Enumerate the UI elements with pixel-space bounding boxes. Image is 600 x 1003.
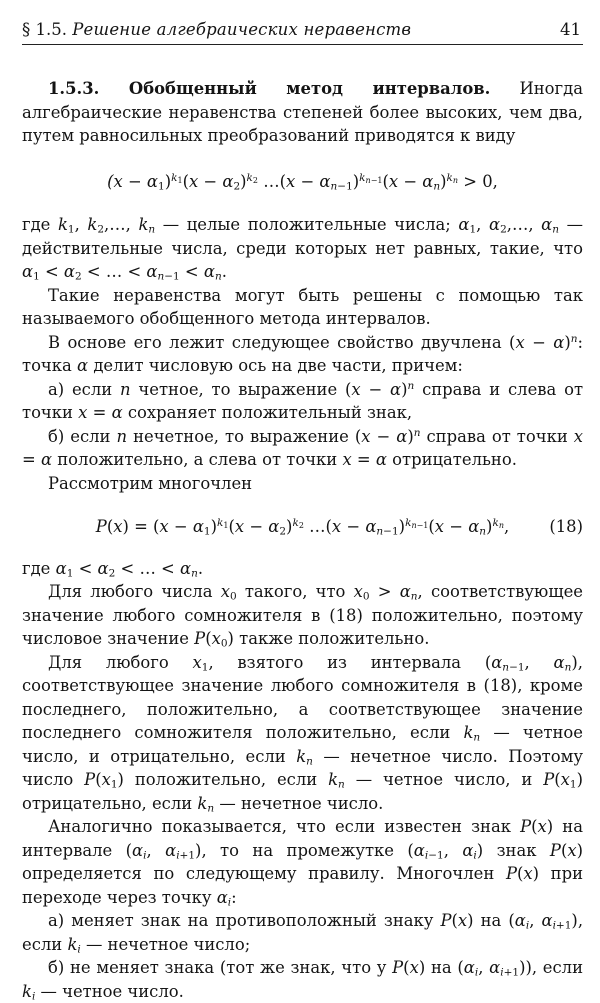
paragraph-x0: Для любого числа $x_0$ такого, что $x_0 > \alpha_n$, соответствующее значение любого сомножителя в (18) положительно, поэтому числовое значение $P(x_0)$ также положительно.: [22, 582, 583, 650]
formula-polynomial: $P(x) = (x - \alpha_1)^{k_1}(x - \alpha_2)^{k_2}$ …(x − $\alpha_{n-1})^{k_{n-1}}(x - \alpha_n)^{k_n}$, (18): [95, 517, 583, 538]
case-b: б) если n нечетное, то выражение $(x - \alpha)^n$ справа от точки x = α положительно, а слева от точки x = α отрицательно.: [22, 426, 584, 469]
consider-line: Рассмотрим многочлен: [48, 473, 253, 493]
subsection-heading: 1.5.3. Обобщенный метод интервалов.: [48, 79, 491, 98]
where-paragraph: где $k_1$, $k_2,\dots$, $k_n$ — целые положительные числа; $\alpha_1$, $\alpha_2,\dots$, $\alpha_n$ — действительные числа, среди которых нет равных, такие, что $\alpha_1 < \alpha_2$ < … < $\alpha_{n-1} < \alpha_n$.: [22, 215, 583, 283]
section-number: § 1.5.: [22, 20, 67, 39]
running-header: [22, 18, 583, 45]
formula-inequality: $(x - \alpha_1)^{k_1}(x - \alpha_2)^{k_2}$ …(x − $\alpha_{n-1})^{k_{n-1}}(x - \alpha_n)^{k_n} > 0$,: [107, 171, 498, 193]
rule-a: а) меняет знак на противоположный знаку P(x) на ($\alpha_i$, $\alpha_{i+1}$), если $k_i$ — нечетное число;: [22, 911, 584, 956]
page-number: 41: [560, 20, 581, 39]
rule-b: б) не меняет знака (тот же знак, что у P(x) на ($\alpha_i$, $\alpha_{i+1}$)), если $k_i$ — четное число.: [22, 958, 584, 1003]
paragraph-solved: Такие неравенства могут быть решены с помощью так называемого обобщенного метода интервалов.: [22, 285, 583, 328]
equation-number: (18): [549, 517, 583, 536]
case-a: а) если n четное, то выражение $(x - \alpha)^n$ справа и слева от точки x = α сохраняет положительный знак,: [22, 379, 584, 422]
intro-paragraph: 1.5.3. Обобщенный метод интервалов. Иногда алгебраические неравенства степеней более высоких, чем два, путем равносильных преобразований приводятся к виду: [22, 79, 583, 145]
paragraph-x1: Для любого $x_1$, взятого из интервала ($\alpha_{n-1}$, $\alpha_n$), соответствующее значение любого сомножителя в (18), кроме последнего, положительно, а соответствующее значение последнего сомножителя положительно, если $k_n$ — четное число, и отрицательно, если $k_n$ — нечетное число. Поэтому число $P(x_1)$ положительно, если $k_n$ — четное число, и $P(x_1)$ отрицательно, если $k_n$ — нечетное число.: [22, 652, 583, 815]
paragraph-rule: Аналогично показывается, что если известен знак P(x) на интервале ($\alpha_i$, $\alpha_{i+1}$), то на промежутке ($\alpha_{i-1}$, $\alpha_i$) знак P(x) определяется по следующему правилу. Многочлен P(x) при переходе через точку $\alpha_i$:: [22, 817, 583, 909]
section-title: Решение алгебраических неравенств: [72, 20, 412, 39]
page-body: [22, 77, 583, 1003]
paragraph-basis: В основе его лежит следующее свойство двучлена $(x - \alpha)^n$: точка α делит числовую ось на две части, причем:: [22, 332, 584, 375]
where-ordering: где $\alpha_1 < \alpha_2$ < … < $\alpha_n$.: [22, 558, 204, 580]
